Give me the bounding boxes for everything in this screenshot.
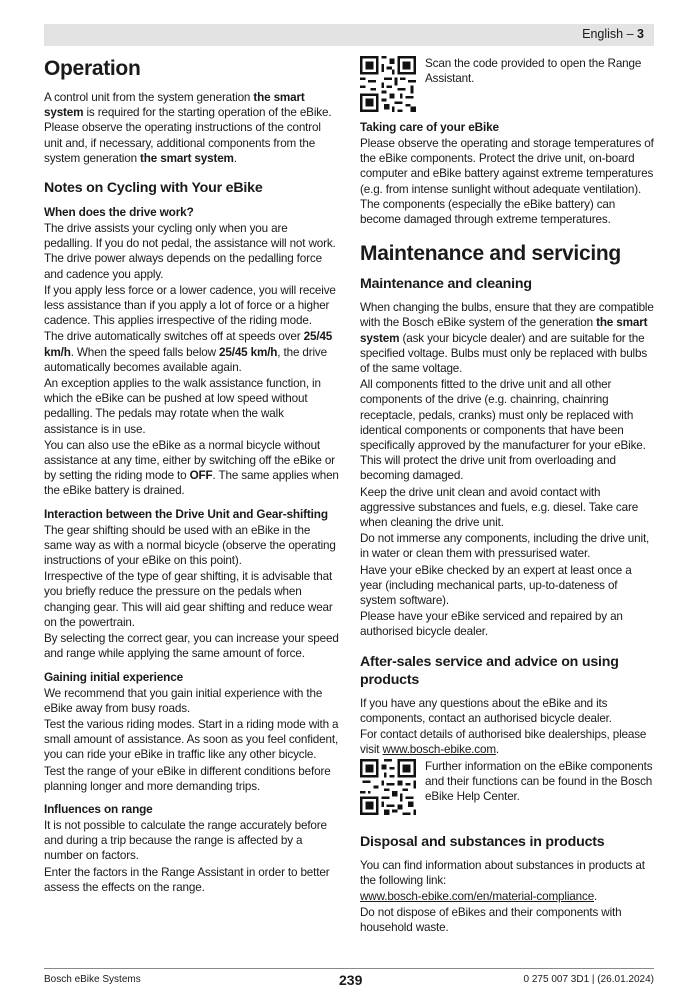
paragraph: By selecting the correct gear, you can increase your speed and range while applying the same amount of force.: [44, 632, 339, 661]
paragraph: You can also use the eBike as a normal bicycle without assistance at any time, either by switching off the eBike or by setting the riding mode to OFF. The same applies when the eBike battery is drained.: [44, 438, 339, 498]
left-column: [44, 56, 339, 896]
footer-page-number: 239: [339, 972, 363, 988]
paragraph: When changing the bulbs, ensure that they are compatible with the Bosch eBike system of the generation the smart system (ask your bicycle dealer) and are suitable for the specified voltage. Bulbs must only be replaced with bulbs of the same voltage.: [360, 301, 654, 376]
paragraph: An exception applies to the walk assistance function, in which the eBike can be pushed at low speed without pedalling. The pedals may rotate when the walk assistance is in use.: [44, 377, 321, 436]
heading-operation: Operation: [44, 57, 141, 80]
paragraph: It is not possible to calculate the range accurately before and during a trip because the range is affected by a number on factors.: [44, 818, 327, 863]
footer-brand: Bosch eBike Systems: [44, 974, 141, 985]
paragraph: Test the range of your eBike in different conditions before planning longer and more demanding trips.: [44, 764, 331, 793]
qr-caption: Scan the code provided to open the Range Assistant.: [425, 57, 642, 86]
qr-block-help-center: [360, 759, 655, 815]
paragraph: The gear shifting should be used with an eBike in the same way as with a normal bicycle (observe the operating instructions of your eBike on this point).: [44, 523, 336, 568]
paragraph: All components fitted to the drive unit and all other components of the drive (e.g. chainring, chainring receptacle, pedals, cranks) must only be replaced with identical components or components that have been specifically approved by the manufacturer for your eBike. This will protect the drive unit from overloading and becoming damaged.: [360, 378, 646, 483]
link-bosch-ebike[interactable]: www.bosch-ebike.com: [382, 743, 496, 757]
paragraph: www.bosch-ebike.com/en/material-compliance.: [360, 889, 598, 903]
paragraph: The drive automatically switches off at speeds over 25/45 km/h. When the speed falls below 25/45 km/h, the drive automatically becomes available again.: [44, 330, 333, 374]
paragraph: We recommend that you gain initial experience with the eBike away from busy roads.: [44, 686, 323, 715]
heading-influences-range: Influences on range: [44, 801, 153, 816]
paragraph: Test the various riding modes. Start in a riding mode with a small amount of assistance. As soon as you feel confident, you can ride your eBike in traffic like any other bicycle.: [44, 717, 339, 762]
page-header: [44, 24, 654, 46]
heading-maintenance-cleaning: Maintenance and cleaning: [360, 276, 532, 293]
paragraph: If you apply less force or a lower cadence, you will receive less assistance than if you apply a lot of force or a higher cadence. This applies irrespective of the riding mode.: [44, 283, 336, 328]
heading-maintenance-servicing: Maintenance and servicing: [360, 242, 621, 266]
page-footer: [44, 968, 654, 988]
paragraph: The drive assists your cycling only when you are pedalling. If you do not pedal, the assistance will not work. The drive power always depends on the pedalling force and cadence you apply.: [44, 222, 336, 281]
heading-taking-care: Taking care of your eBike: [360, 120, 499, 134]
qr-code-icon[interactable]: [360, 759, 416, 815]
paragraph: Please have your eBike serviced and repaired by an authorised bicycle dealer.: [360, 610, 623, 639]
paragraph: Enter the factors in the Range Assistant in order to better assess the effects on the range.: [44, 865, 330, 894]
qr-caption: Further information on the eBike components and their functions can be found in the Bosch eBike Help Center.: [425, 759, 653, 803]
qr-block-range-assistant: [360, 56, 655, 112]
heading-notes-cycling: Notes on Cycling with Your eBike: [44, 180, 263, 197]
link-material-compliance[interactable]: www.bosch-ebike.com/en/material-compliance: [360, 889, 595, 903]
paragraph: Do not immerse any components, including the drive unit, in water or clean them with pressurised water.: [360, 532, 650, 561]
paragraph: Have your eBike checked by an expert at least once a year (including mechanical parts, up-to-dateness of system software).: [360, 563, 632, 608]
heading-when-drive-works: When does the drive work?: [44, 205, 194, 220]
heading-gaining-experience: Gaining initial experience: [44, 669, 184, 684]
qr-code-icon[interactable]: [360, 56, 416, 112]
paragraph: Please observe the operating and storage temperatures of the eBike components. Protect the drive unit, on-board computer and eBike battery against extreme temperatures (e.g. from intense sunlight without adequate ventilation). The components (especially the eBike battery) can become damaged through extreme temperatures.: [360, 137, 654, 227]
paragraph: If you have any questions about the eBike and its components, contact an authorised bicycle dealer.: [360, 696, 612, 725]
paragraph: For contact details of authorised bike dealerships, please visit www.bosch-ebike.com.: [360, 728, 647, 757]
heading-after-sales: After-sales service and advice on using products: [360, 653, 619, 688]
heading-interaction: Interaction between the Drive Unit and Gear-shifting: [44, 506, 328, 521]
language-page-label: English – 3: [582, 27, 644, 41]
footer-doc-id: 0 275 007 3D1 | (26.01.2024): [523, 974, 654, 985]
right-column: [360, 56, 655, 937]
paragraph: You can find information about substances in products at the following link:: [360, 858, 645, 887]
paragraph: Irrespective of the type of gear shifting, it is advisable that you briefly reduce the pressure on the pedals when changing gear. This will aid gear shifting and reduce wear on the powertrain.: [44, 570, 333, 629]
paragraph: A control unit from the system generation the smart system is required for the starting operation of the eBike. Please observe the operating instructions of the control unit and, if necessary, additional components from the system generation the smart system.: [44, 91, 332, 165]
paragraph: Do not dispose of eBikes and their components with household waste.: [360, 906, 622, 935]
heading-disposal: Disposal and substances in products: [360, 833, 605, 850]
paragraph: Keep the drive unit clean and avoid contact with aggressive substances and fuels, e.g. diesel. Take care when cleaning the drive unit.: [360, 485, 639, 530]
